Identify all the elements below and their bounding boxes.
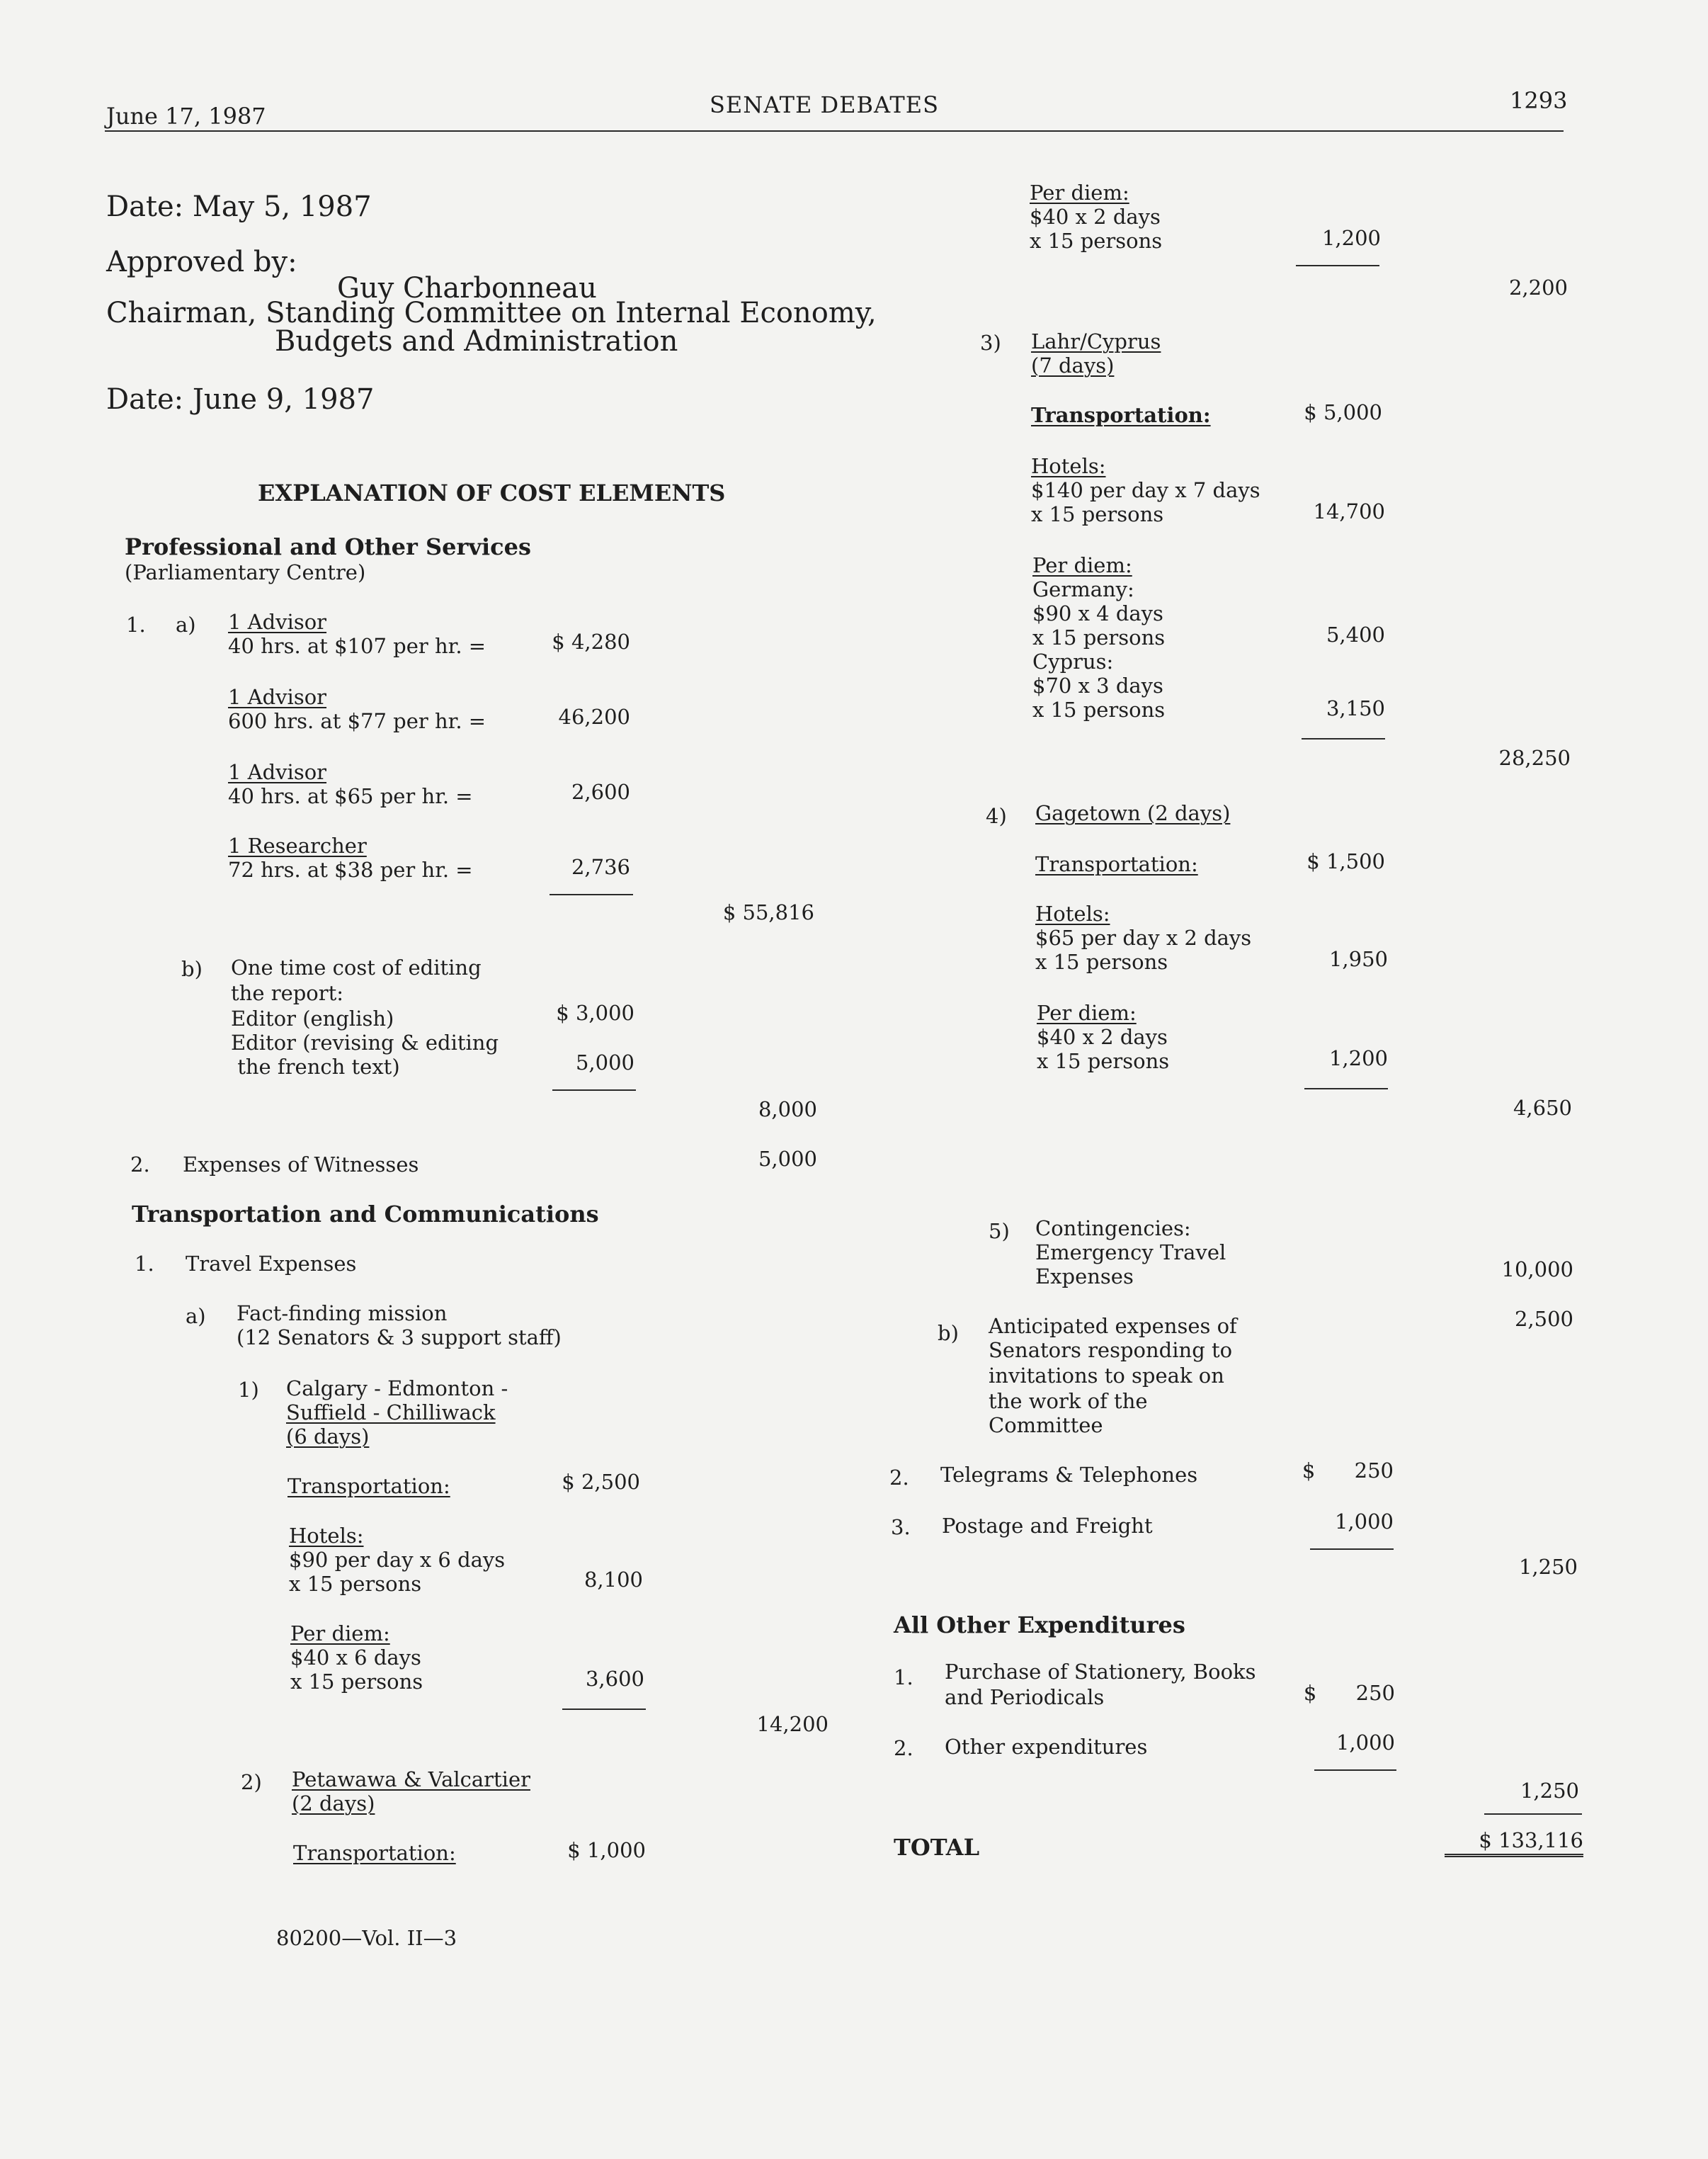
mission-line-2: (12 Senators & 3 support staff) — [237, 1325, 562, 1349]
professional-subheading: (Parliamentary Centre) — [125, 560, 366, 584]
trip-3-hotels-line-1: $140 per day x 7 days — [1031, 478, 1260, 502]
mission-line-1: Fact-finding mission — [237, 1301, 448, 1325]
trip-1-line-3: (6 days) — [286, 1424, 370, 1449]
telegrams-amount: $ 250 — [1302, 1458, 1394, 1483]
anticipated-letter-b: b) — [938, 1321, 959, 1345]
editing-line-4: Editor (revising & editing — [231, 1031, 499, 1055]
editing-line-2: the report: — [231, 981, 344, 1005]
professional-a-subtotal: $ 55,816 — [722, 900, 814, 924]
trip-1-perdiem-amount: 3,600 — [585, 1667, 644, 1691]
anticipated-line-5: Committee — [989, 1413, 1103, 1437]
other-total: 1,250 — [1520, 1779, 1579, 1803]
trip-4-hotels-line-1: $65 per day x 2 days — [1035, 926, 1252, 950]
trip-3-cyprus-line-1: $70 x 3 days — [1032, 674, 1163, 698]
subtotal-rule — [550, 894, 633, 895]
transport-heading: Transportation and Communications — [132, 1201, 599, 1228]
trip-1-perdiem-label: Per diem: — [290, 1621, 390, 1645]
trip-1-hotels-line-1: $90 per day x 6 days — [289, 1548, 506, 1572]
trip-1-hotels-label: Hotels: — [289, 1524, 364, 1548]
trip-1-total: 14,200 — [756, 1712, 829, 1736]
advisor-3-amount: 2,600 — [571, 780, 630, 804]
trip-4-perdiem-label: Per diem: — [1037, 1001, 1137, 1025]
witness-label: Expenses of Witnesses — [183, 1152, 419, 1177]
trip-1-rule — [562, 1708, 646, 1710]
other-item-1-amount: $ 250 — [1303, 1681, 1395, 1705]
item-letter-b: b) — [181, 957, 203, 981]
trip-4-line-1: Gagetown (2 days) — [1035, 801, 1231, 825]
trip-2-perdiem-amount: 1,200 — [1321, 226, 1381, 250]
trip-5-line-1: Contingencies: — [1035, 1216, 1191, 1240]
trip-4-total: 4,650 — [1513, 1096, 1572, 1120]
trip-1-perdiem-line-1: $40 x 6 days — [290, 1645, 421, 1670]
trip-2-transport-label: Transportation: — [293, 1841, 456, 1865]
telegrams-number: 2. — [889, 1466, 909, 1490]
approval-date-2: Date: June 9, 1987 — [106, 383, 375, 416]
trip-3-hotels-label: Hotels: — [1031, 454, 1106, 478]
trip-3-cyprus-label: Cyprus: — [1032, 650, 1114, 674]
trip-3-perdiem-label: Per diem: — [1032, 553, 1132, 577]
advisor-2-detail: 600 hrs. at $77 per hr. = — [228, 709, 486, 733]
advisor-3-detail: 40 hrs. at $65 per hr. = — [228, 784, 473, 808]
trip-3-line-2: (7 days) — [1031, 353, 1115, 378]
trip-4-perdiem-line-1: $40 x 2 days — [1037, 1025, 1168, 1049]
trip-5-line-3: Expenses — [1035, 1264, 1134, 1288]
editing-line-3: Editor (english) — [231, 1007, 394, 1031]
postage-amount: 1,000 — [1334, 1509, 1394, 1534]
other-item-1-number: 1. — [894, 1665, 913, 1689]
advisor-1-title: 1 Advisor — [228, 610, 327, 634]
trip-4-rule — [1304, 1088, 1388, 1089]
communications-rule — [1310, 1548, 1394, 1550]
trip-3-rule — [1302, 738, 1385, 740]
trip-4-hotels-amount: 1,950 — [1328, 947, 1388, 971]
item-number-1: 1. — [126, 613, 146, 637]
trip-3-cyprus-amount: 3,150 — [1326, 696, 1385, 720]
anticipated-line-4: the work of the — [989, 1389, 1148, 1413]
witness-amount: 5,000 — [758, 1147, 817, 1171]
researcher-detail: 72 hrs. at $38 per hr. = — [228, 858, 473, 882]
anticipated-line-3: invitations to speak on — [989, 1364, 1224, 1388]
trip-2-number: 2) — [241, 1770, 262, 1794]
approver-role-line-1: Chairman, Standing Committee on Internal Economy, — [106, 297, 877, 329]
trip-4-transport-label: Transportation: — [1035, 852, 1198, 876]
trip-1-line-2: Suffield - Chilliwack — [286, 1400, 496, 1424]
trip-2-line-2: (2 days) — [292, 1791, 375, 1815]
trip-1-hotels-amount: 8,100 — [583, 1568, 643, 1592]
researcher-title: 1 Researcher — [228, 834, 367, 858]
professional-b-subtotal: 8,000 — [758, 1097, 817, 1121]
trip-1-hotels-line-2: x 15 persons — [289, 1572, 422, 1596]
other-item-2-number: 2. — [894, 1736, 913, 1760]
editing-line-1: One time cost of editing — [231, 956, 482, 980]
approval-date-1: Date: May 5, 1987 — [106, 191, 372, 223]
other-item-2-amount: 1,000 — [1336, 1730, 1395, 1755]
trip-2-rule — [1296, 265, 1379, 266]
trip-3-germany-line-1: $90 x 4 days — [1032, 601, 1163, 625]
other-item-2-label: Other expenditures — [945, 1735, 1148, 1759]
item-letter-a: a) — [176, 613, 196, 637]
header-page-number: 1293 — [1510, 87, 1568, 114]
trip-4-hotels-label: Hotels: — [1035, 902, 1110, 926]
trip-4-number: 4) — [986, 804, 1007, 828]
trip-5-total: 10,000 — [1501, 1257, 1573, 1281]
postage-number: 3. — [891, 1515, 911, 1539]
advisor-1-amount: $ 4,280 — [552, 630, 630, 654]
advisor-1-detail: 40 hrs. at $107 per hr. = — [228, 634, 486, 658]
total-label: TOTAL — [894, 1834, 980, 1861]
trip-2-perdiem-line-1: $40 x 2 days — [1030, 205, 1161, 229]
trip-4-perdiem-line-2: x 15 persons — [1037, 1049, 1170, 1073]
trip-3-transport-label: Transportation: — [1031, 403, 1211, 427]
trip-3-germany-line-2: x 15 persons — [1032, 625, 1166, 650]
footer-reference: 80200—Vol. II—3 — [276, 1926, 457, 1950]
anticipated-line-1: Anticipated expenses of — [989, 1314, 1237, 1338]
trip-3-germany-label: Germany: — [1032, 577, 1134, 601]
trip-3-hotels-line-2: x 15 persons — [1031, 502, 1164, 526]
researcher-amount: 2,736 — [571, 855, 630, 879]
trip-3-number: 3) — [980, 331, 1001, 355]
mission-letter-a: a) — [186, 1304, 206, 1328]
trip-3-total: 28,250 — [1498, 746, 1571, 770]
trip-2-transport-amount: $ 1,000 — [567, 1838, 646, 1862]
total-rule — [1484, 1813, 1582, 1815]
other-rule — [1314, 1769, 1396, 1771]
professional-heading: Professional and Other Services — [125, 533, 531, 560]
trip-3-transport-amount: $ 5,000 — [1304, 400, 1382, 424]
trip-5-line-2: Emergency Travel — [1035, 1240, 1226, 1264]
advisor-2-title: 1 Advisor — [228, 685, 327, 709]
other-item-1-line-1: Purchase of Stationery, Books — [945, 1660, 1256, 1684]
trip-1-transport-amount: $ 2,500 — [562, 1470, 640, 1494]
other-item-1-line-2: and Periodicals — [945, 1685, 1105, 1709]
trip-2-line-1: Petawawa & Valcartier — [292, 1767, 530, 1791]
approved-by-label: Approved by: — [106, 246, 297, 278]
trip-4-transport-amount: $ 1,500 — [1306, 849, 1385, 873]
editing-rule — [552, 1089, 636, 1091]
trip-4-hotels-line-2: x 15 persons — [1035, 950, 1168, 974]
header-rule — [105, 130, 1564, 132]
trip-1-number: 1) — [238, 1378, 259, 1402]
travel-label: Travel Expenses — [186, 1252, 357, 1276]
advisor-3-title: 1 Advisor — [228, 760, 327, 784]
trip-3-germany-amount: 5,400 — [1326, 623, 1385, 647]
approver-name: Guy Charbonneau — [337, 272, 597, 305]
header-title: SENATE DEBATES — [710, 91, 940, 118]
other-heading: All Other Expenditures — [894, 1611, 1185, 1638]
trip-2-perdiem-line-2: x 15 persons — [1030, 229, 1163, 253]
trip-2-perdiem-label: Per diem: — [1030, 181, 1129, 205]
communications-total: 1,250 — [1518, 1555, 1578, 1579]
approver-role-line-2: Budgets and Administration — [275, 325, 678, 358]
trip-3-cyprus-line-2: x 15 persons — [1032, 698, 1166, 722]
trip-1-line-1: Calgary - Edmonton - — [286, 1376, 508, 1400]
editor-english-amount: $ 3,000 — [556, 1001, 634, 1025]
trip-1-transport-label: Transportation: — [287, 1474, 450, 1498]
postage-label: Postage and Freight — [942, 1514, 1153, 1538]
anticipated-total: 2,500 — [1514, 1307, 1573, 1331]
trip-3-line-1: Lahr/Cyprus — [1031, 329, 1161, 353]
explanation-title: EXPLANATION OF COST ELEMENTS — [258, 480, 726, 506]
trip-1-perdiem-line-2: x 15 persons — [290, 1670, 423, 1694]
editing-line-5: the french text) — [231, 1055, 400, 1079]
advisor-2-amount: 46,200 — [558, 705, 630, 729]
trip-2-total: 2,200 — [1508, 276, 1568, 300]
editor-french-amount: 5,000 — [575, 1050, 634, 1075]
trip-3-hotels-amount: 14,700 — [1313, 499, 1385, 523]
witness-number: 2. — [130, 1152, 150, 1177]
grand-total: $ 133,116 — [1445, 1829, 1583, 1857]
travel-number: 1. — [135, 1252, 154, 1276]
anticipated-line-2: Senators responding to — [989, 1338, 1233, 1362]
trip-5-number: 5) — [989, 1219, 1010, 1243]
telegrams-label: Telegrams & Telephones — [940, 1463, 1198, 1487]
header-date: June 17, 1987 — [106, 103, 266, 130]
trip-4-perdiem-amount: 1,200 — [1328, 1046, 1388, 1070]
